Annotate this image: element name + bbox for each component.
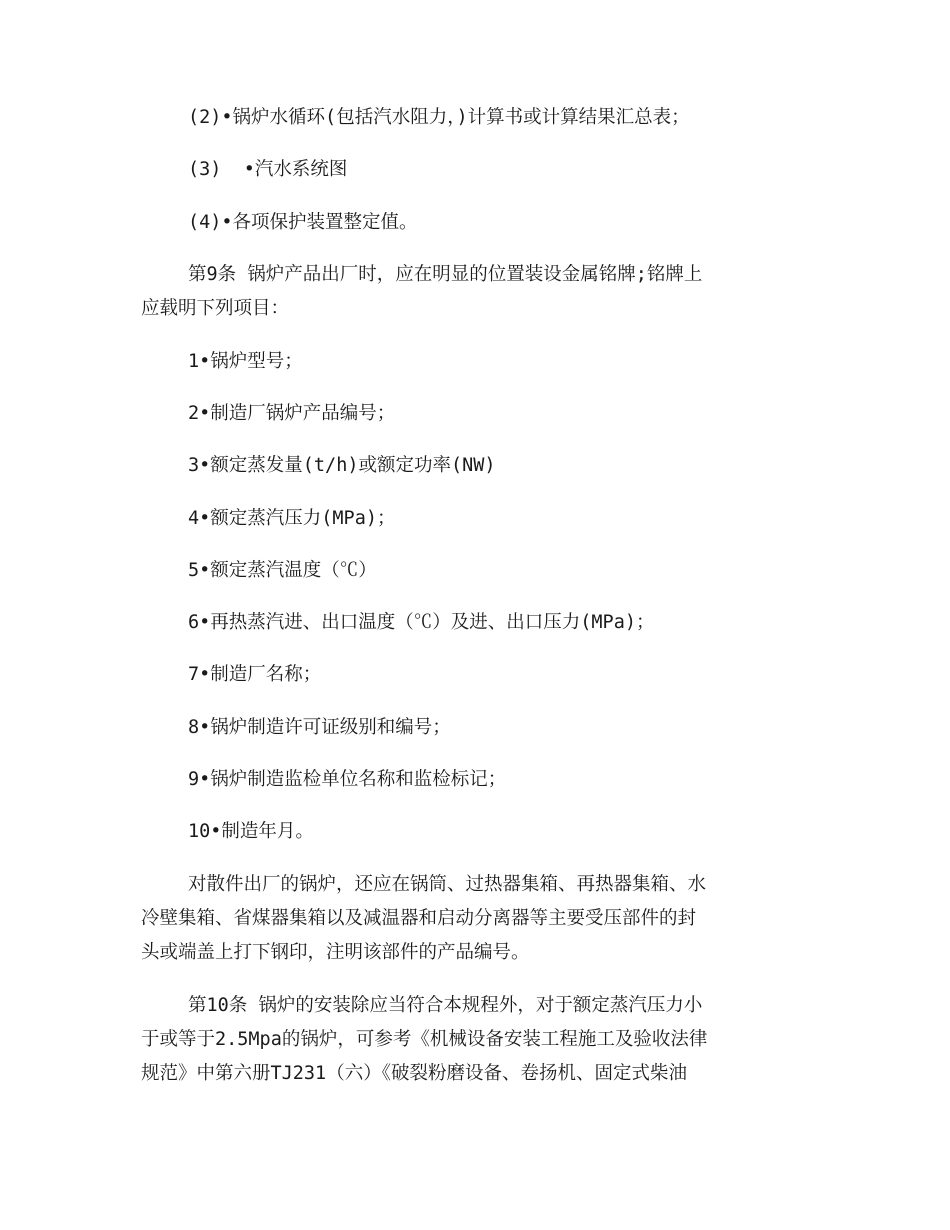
text-line: 5•额定蒸汽温度（℃） xyxy=(188,559,377,581)
list-item-3 xyxy=(141,157,811,184)
text-line: 对散件出厂的锅炉，还应在锅筒、过热器集箱、再热器集箱、水 xyxy=(188,873,707,895)
text-line: 10•制造年月。 xyxy=(188,821,314,843)
text-line: (2)•锅炉水循环(包括汽水阻力，)计算书或计算结果汇总表； xyxy=(188,107,690,128)
nameplate-item-4 xyxy=(141,506,811,533)
text-line: (3) •汽水系统图 xyxy=(188,159,348,181)
nameplate-item-8 xyxy=(141,715,811,742)
text-line: 6•再热蒸汽进、出口温度（℃）及进、出口压力(MPa)； xyxy=(188,612,655,634)
text-line: 1•锅炉型号； xyxy=(188,350,303,372)
nameplate-item-2 xyxy=(141,401,811,428)
nameplate-item-9 xyxy=(141,767,811,794)
nameplate-item-10 xyxy=(141,819,811,846)
nameplate-item-7 xyxy=(141,662,811,689)
text-line: 4•额定蒸汽压力(MPa)； xyxy=(188,507,396,529)
text-line: 冷壁集箱、省煤器集箱以及减温器和启动分离器等主要受压部件的封 xyxy=(141,908,697,929)
text-line: 应载明下列项目： xyxy=(141,298,290,320)
nameplate-item-5 xyxy=(141,558,811,585)
text-line: 3•额定蒸发量(t/h)或额定功率(NW) xyxy=(188,455,496,477)
document-body xyxy=(141,105,811,1088)
list-item-4 xyxy=(141,210,811,237)
loose-parts-paragraph xyxy=(141,872,811,967)
text-line: 规范》中第六册TJ231（六）《破裂粉磨设备、卷扬机、固定式柴油 xyxy=(141,1063,687,1085)
nameplate-item-3 xyxy=(141,453,811,480)
text-line: 第9条 锅炉产品出厂时，应在明显的位置装设金属铭牌;铭牌上 xyxy=(188,263,703,285)
text-line: 于或等于2.5Mpa的锅炉，可参考《机械设备安装工程施工及验收法律 xyxy=(141,1028,708,1050)
article-9-paragraph xyxy=(141,262,811,323)
list-item-2 xyxy=(141,105,811,132)
text-line: 2•制造厂锅炉产品编号； xyxy=(188,402,396,424)
text-line: 头或端盖上打下钢印，注明该部件的产品编号。 xyxy=(141,942,530,964)
text-line: 第10条 锅炉的安装除应当符合本规程外，对于额定蒸汽压力小 xyxy=(188,994,703,1016)
text-line: 8•锅炉制造许可证级别和编号； xyxy=(188,716,451,738)
text-line: (4)•各项保护装置整定值。 xyxy=(188,211,418,233)
text-line: 9•锅炉制造监检单位名称和监检标记； xyxy=(188,769,507,791)
nameplate-item-1 xyxy=(141,349,811,376)
text-line: 7•制造厂名称； xyxy=(188,664,322,686)
nameplate-item-6 xyxy=(141,610,811,637)
article-10-paragraph xyxy=(141,993,811,1088)
